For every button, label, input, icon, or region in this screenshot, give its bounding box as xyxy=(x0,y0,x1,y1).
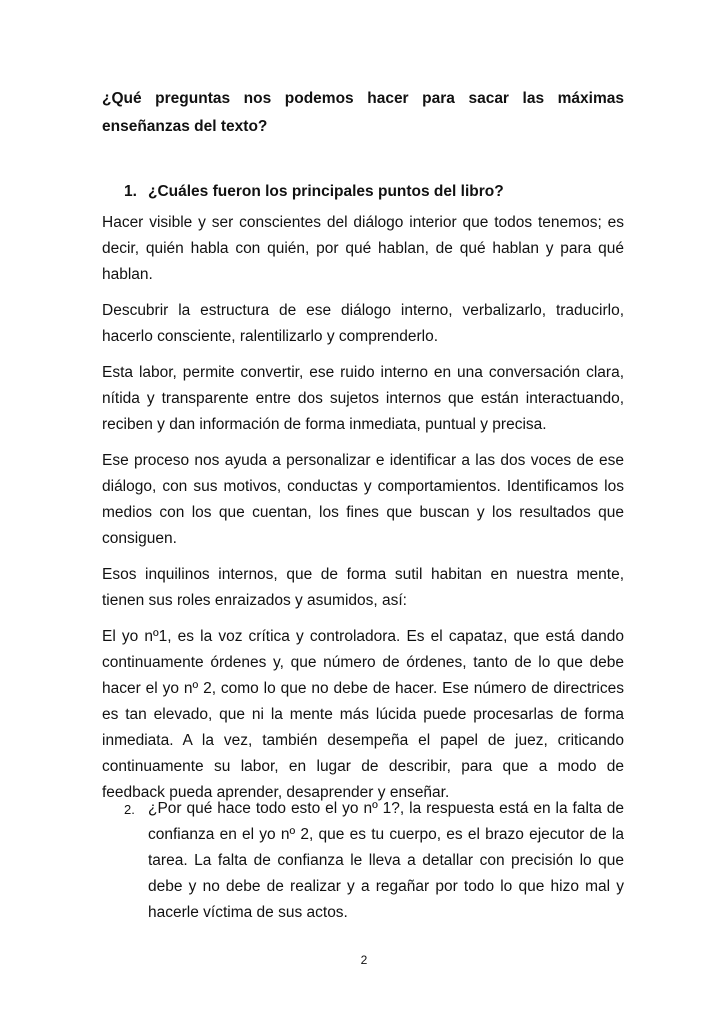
body-text xyxy=(102,210,624,816)
list-item-2 xyxy=(124,796,624,926)
paragraph: Descubrir la estructura de ese diálogo interno, verbalizarlo, traducirlo, hacerlo consciente, ralentilizarlo y comprenderlo. xyxy=(102,302,624,345)
paragraph: Hacer visible y ser conscientes del diálogo interior que todos tenemos; es decir, quién habla con quién, por qué hablan, de qué hablan y para qué hablan. xyxy=(102,214,624,283)
paragraph: El yo nº1, es la voz crítica y controladora. Es el capataz, que está dando continuamente órdenes y, que número de órdenes, tanto de lo que debe hacer el yo nº 2, como lo que no debe de hacer. Ese número de directrices es tan elevado, que ni la mente más lúcida puede procesarlas de forma inmediata. A la vez, también desempeña el papel de juez, criticando continuamente su labor, en lugar de describir, para que a modo de feedback pueda aprender, desaprender y enseñar. xyxy=(102,628,624,801)
paragraph: Esta labor, permite convertir, ese ruido interno en una conversación clara, nítida y transparente entre dos sujetos internos que están interactuando, reciben y dan información de forma inmediata, puntual y precisa. xyxy=(102,364,624,433)
paragraph: Esos inquilinos internos, que de forma sutil habitan en nuestra mente, tienen sus roles enraizados y asumidos, así: xyxy=(102,566,624,609)
paragraph: Ese proceso nos ayuda a personalizar e identificar a las dos voces de ese diálogo, con sus motivos, conductas y comportamientos. Identificamos los medios con los que cuentan, los fines que buscan y los resultados que consiguen. xyxy=(102,452,624,547)
page-number: 2 xyxy=(360,953,368,967)
section-heading: ¿Qué preguntas nos podemos hacer para sacar las máximas enseñanzas del texto? xyxy=(102,90,624,135)
list-item-2-number: 2. xyxy=(124,802,135,817)
list-item-1-number: 1. xyxy=(124,183,137,200)
list-item-1-text: ¿Cuáles fueron los principales puntos del libro? xyxy=(148,183,504,200)
list-item-2-text: ¿Por qué hace todo esto el yo nº 1?, la respuesta está en la falta de confianza en el yo nº 2, que es tu cuerpo, es el brazo ejecutor de la tarea. La falta de confianza le lleva a detallar con precisión lo que debe y no debe de realizar y a regañar por todo lo que hizo mal y hacerle víctima de sus actos. xyxy=(148,800,624,921)
list-item-1-heading xyxy=(124,178,624,206)
